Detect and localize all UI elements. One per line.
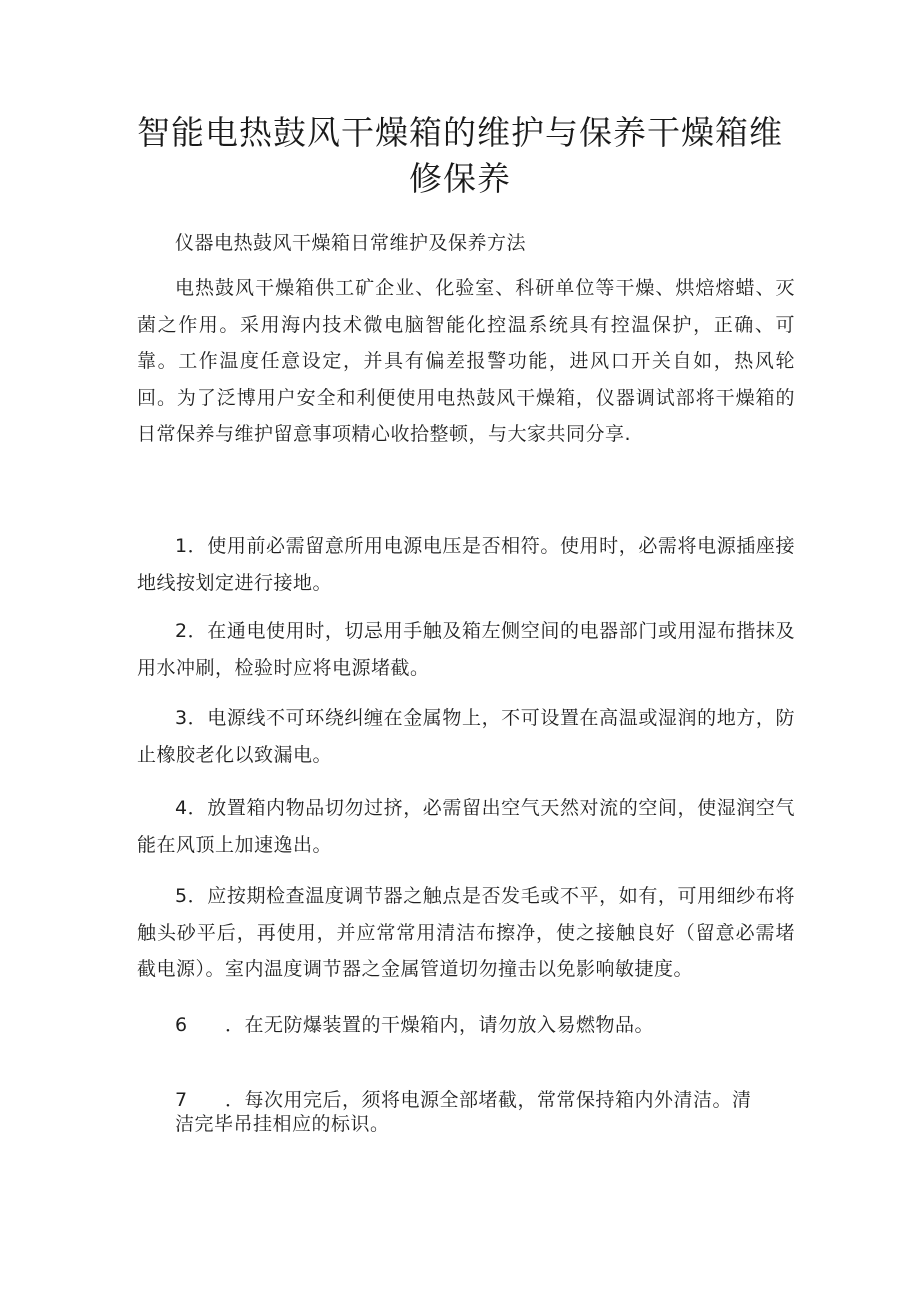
item-text: ．应按期检查温度调节器之触点是否发毛或不平，如有，可用细纱布将触头砂平后，再使用，并应常常用清洁布擦净，使之接触良好（留意必需堵截电源）。室内温度调节器之金属管道切勿撞击以免影响敏捷度。 xyxy=(137,885,795,980)
item-number: 7 xyxy=(175,1089,188,1111)
title-line-1: 智能电热鼓风干燥箱的维护与保养干燥箱维 xyxy=(137,113,783,152)
intro-paragraph: 电热鼓风干燥箱供工矿企业、化验室、科研单位等干燥、烘焙熔蜡、灭菌之作用。采用海内技术微电脑智能化控温系统具有控温保护，正确、可靠。工作温度任意设定，并具有偏差报警功能，进风口开关自如，热风轮回。为了泛博用户安全和利便使用电热鼓风干燥箱，仪器调试部将干燥箱的日常保养与维护留意事项精心收拾整顿，与大家共同分享. xyxy=(137,277,795,445)
list-item xyxy=(137,1007,795,1044)
list-item xyxy=(137,613,795,686)
section-subtitle: 仪器电热鼓风干燥箱日常维护及保养方法 xyxy=(175,232,527,254)
item-number: 5 xyxy=(175,885,188,907)
document-title xyxy=(100,110,820,202)
item-number: 3 xyxy=(175,707,188,729)
list-item xyxy=(137,528,795,601)
title-line-2: 修保养 xyxy=(409,159,511,198)
item-text: ．放置箱内物品切勿过挤，必需留出空气天然对流的空间，使湿润空气能在风顶上加速逸出。 xyxy=(137,797,795,856)
list-item xyxy=(137,700,795,773)
list-item xyxy=(137,878,795,988)
item-text: ．每次用完后，须将电源全部堵截，常常保持箱内外清洁。清 xyxy=(225,1089,752,1111)
item-text: ．电源线不可环绕纠缠在金属物上，不可设置在高温或湿润的地方，防止橡胶老化以致漏电。 xyxy=(137,707,795,766)
item-text: ．在通电使用时，切忌用手触及箱左侧空间的电器部门或用湿布揩抹及用水冲刷，检验时应将电源堵截。 xyxy=(137,620,795,679)
list-item xyxy=(137,790,795,863)
item-text: ．在无防爆装置的干燥箱内，请勿放入易燃物品。 xyxy=(225,1014,655,1036)
item-number: 4 xyxy=(175,797,188,819)
item-number: 6 xyxy=(175,1014,188,1036)
item-continuation: 洁完毕吊挂相应的标识。 xyxy=(175,1113,390,1135)
item-number: 2 xyxy=(175,620,188,642)
item-text: ．使用前必需留意所用电源电压是否相符。使用时，必需将电源插座接地线按划定进行接地。 xyxy=(137,535,795,594)
item-number: 1 xyxy=(175,535,188,557)
